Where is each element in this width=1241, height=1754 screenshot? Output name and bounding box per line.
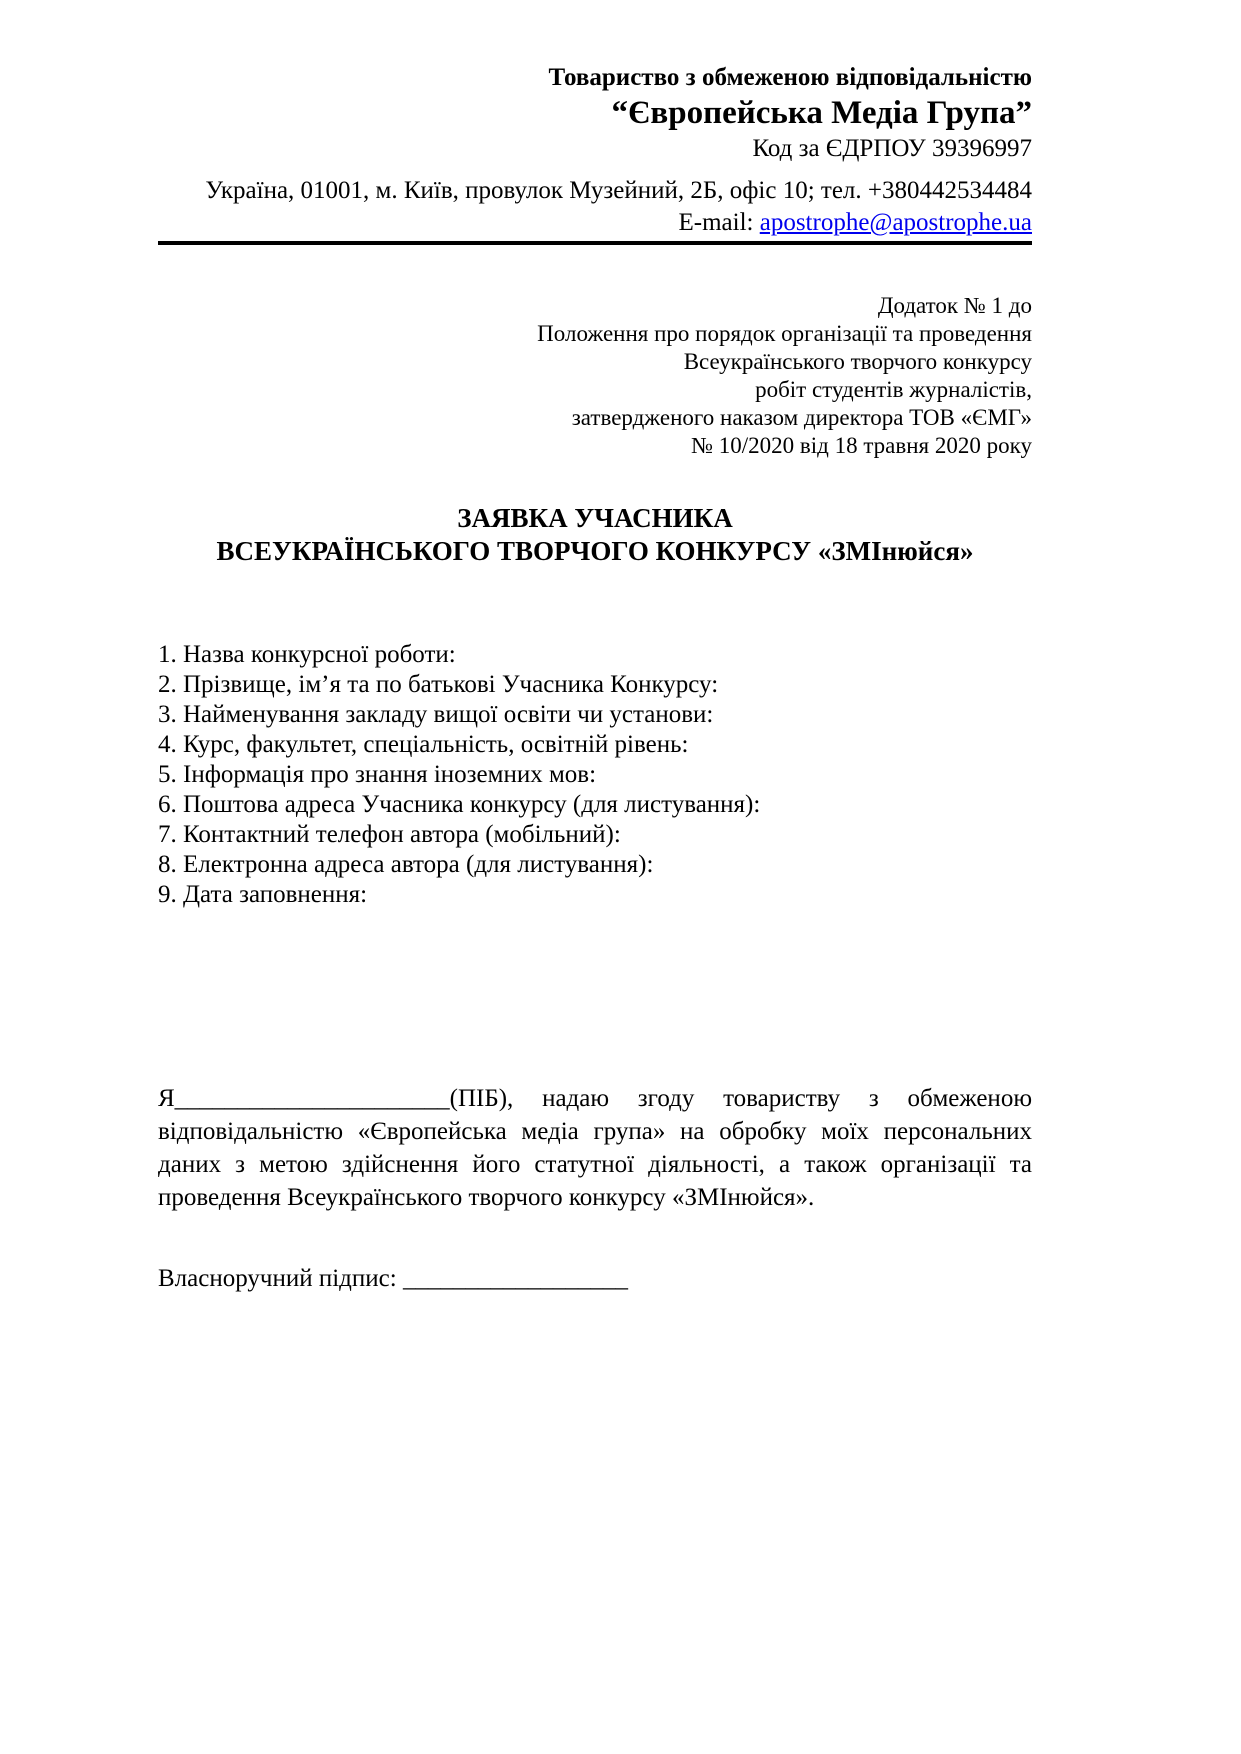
form-item-work-title: 1. Назва конкурсної роботи: xyxy=(158,641,456,668)
company-header xyxy=(158,62,1032,245)
form-item-phone: 7. Контактний телефон автора (мобільний): xyxy=(158,821,621,848)
form-item-email: 8. Електронна адреса автора (для листування): xyxy=(158,851,654,878)
header-divider xyxy=(158,241,1032,245)
signature-label: Власноручний підпис: xyxy=(158,1265,403,1292)
appendix-line: № 10/2020 від 18 травня 2020 року xyxy=(691,433,1032,458)
document-title-line1: ЗАЯВКА УЧАСНИКА xyxy=(457,503,733,533)
email-label: E-mail: xyxy=(678,209,760,236)
application-fields-list xyxy=(158,640,1032,910)
signature-blank: __________________ xyxy=(402,1265,628,1292)
signature-line xyxy=(158,1264,1032,1294)
form-item-date: 9. Дата заповнення: xyxy=(158,881,368,908)
company-address: Україна, 01001, м. Київ, провулок Музейний, 2Б, офіс 10; тел. +380442534484 xyxy=(205,177,1032,204)
company-name: “Європейська Медіа Група” xyxy=(611,95,1032,131)
appendix-line: Додаток № 1 до xyxy=(877,293,1032,318)
company-email-line xyxy=(158,207,1032,238)
email-link[interactable]: apostrophe@apostrophe.ua xyxy=(759,209,1032,236)
form-item-institution: 3. Найменування закладу вищої освіти чи установи: xyxy=(158,701,714,728)
form-item-course-faculty: 4. Курс, факультет, спеціальність, освітній рівень: xyxy=(158,731,689,758)
consent-paragraph: Я______________________(ПІБ), надаю згоду товариству з обмеженою відповідальністю «Європейська медіа група» на обробку моїх персональних даних з метою здійснення його статутної діяльності, а також організації та проведення Всеукраїнського творчого конкурсу «ЗМІнюйся». xyxy=(158,1085,1032,1211)
form-item-languages: 5. Інформація про знання іноземних мов: xyxy=(158,761,597,788)
company-edrpou-code: Код за ЄДРПОУ 39396997 xyxy=(752,135,1032,162)
appendix-line: робіт студентів журналістів, xyxy=(755,377,1032,402)
company-type: Товариство з обмеженою відповідальністю xyxy=(548,64,1032,91)
appendix-line: затвердженого наказом директора ТОВ «ЄМГ» xyxy=(571,405,1032,430)
appendix-reference-block xyxy=(158,292,1032,460)
document-title xyxy=(158,502,1032,568)
form-item-full-name: 2. Прізвище, ім’я та по батькові Учасника Конкурсу: xyxy=(158,671,719,698)
form-item-postal-address: 6. Поштова адреса Учасника конкурсу (для листування): xyxy=(158,791,761,818)
document-title-line2: ВСЕУКРАЇНСЬКОГО ТВОРЧОГО КОНКУРСУ «ЗМІнюйся» xyxy=(216,536,974,566)
appendix-line: Всеукраїнського творчого конкурсу xyxy=(683,349,1032,374)
appendix-line: Положення про порядок організації та проведення xyxy=(537,321,1032,346)
